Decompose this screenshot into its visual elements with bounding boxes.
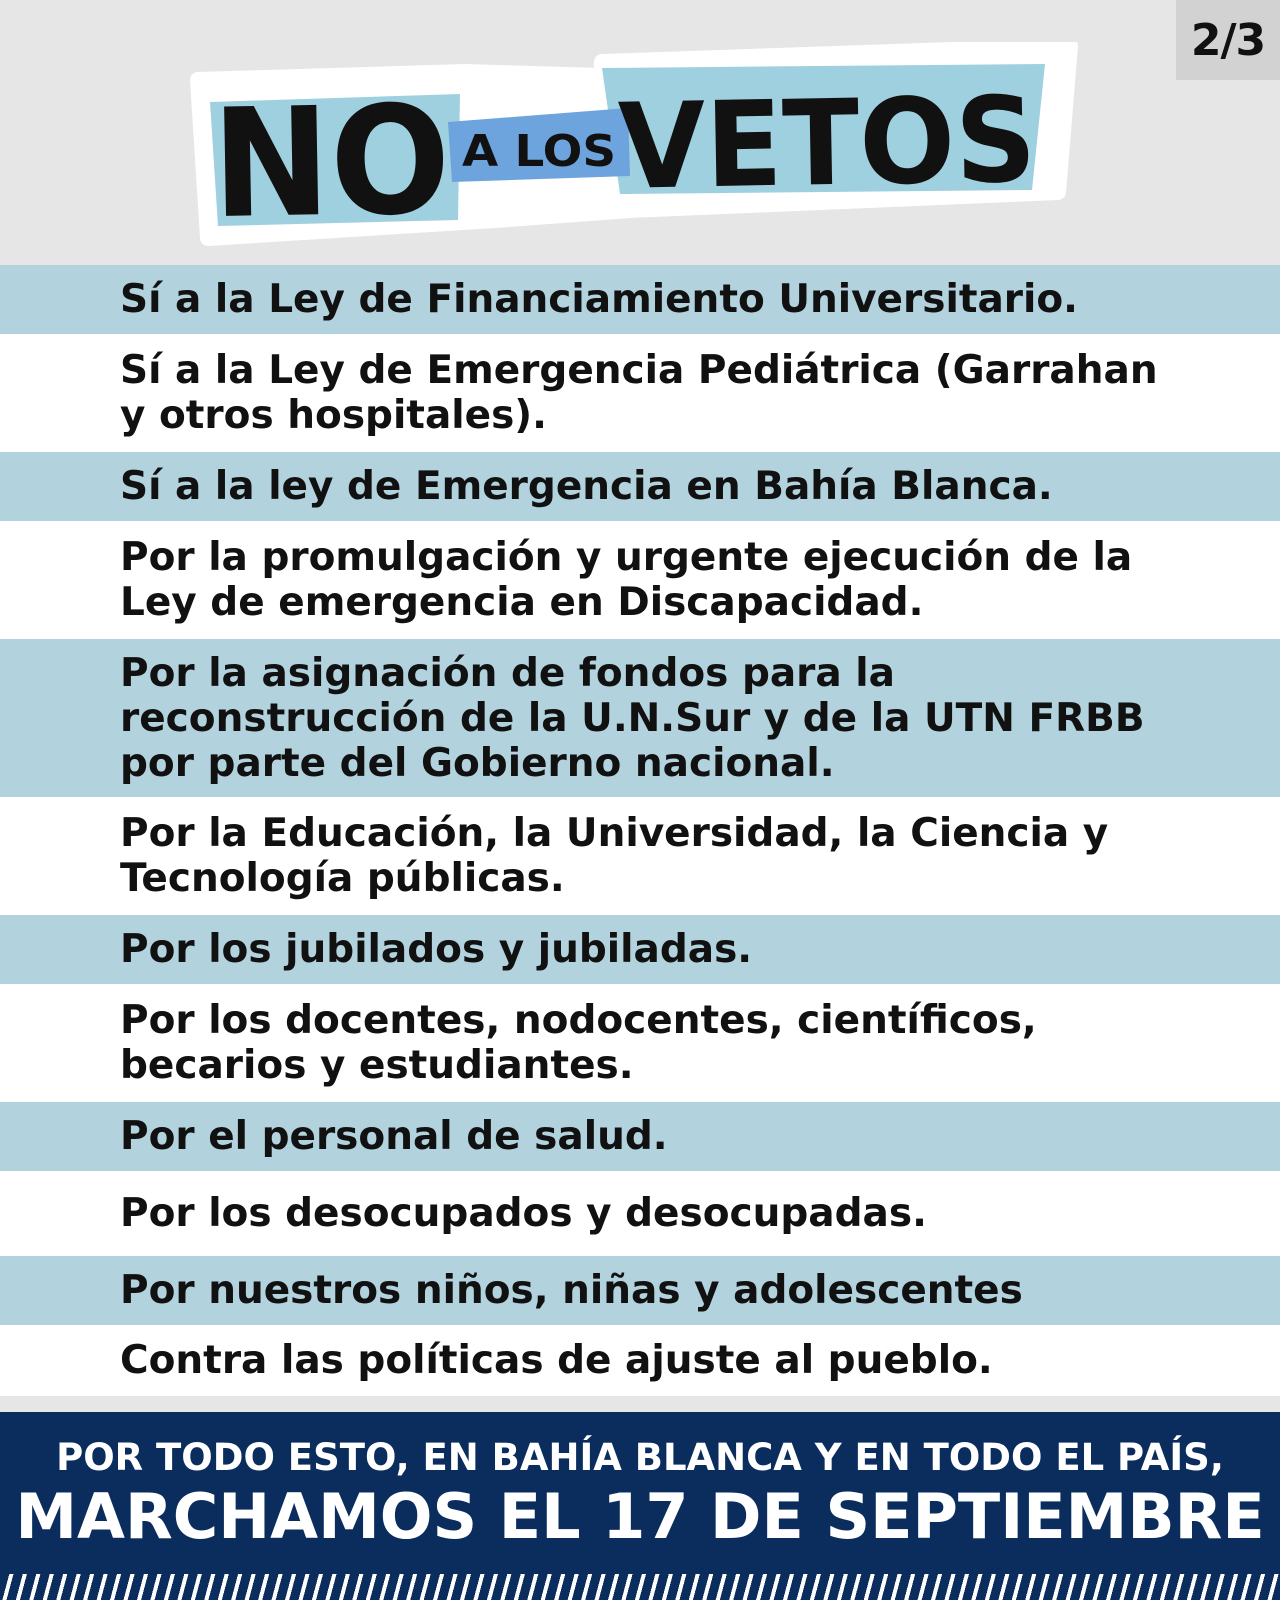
list-item-text: Por nuestros niños, niñas y adolescentes — [120, 1268, 1023, 1313]
list-item-text: Por la Educación, la Universidad, la Ciencia y Tecnología públicas. — [120, 811, 1109, 901]
list-item — [0, 1325, 1280, 1396]
list-item-text: Sí a la ley de Emergencia en Bahía Blanca. — [120, 464, 1053, 509]
decorative-stripes — [0, 1574, 1280, 1600]
logo-word-a-los: A LOS — [462, 126, 616, 177]
page-indicator: 2/3 — [1176, 0, 1280, 80]
list-item — [0, 452, 1280, 521]
footer-headline: MARCHAMOS EL 17 DE SEPTIEMBRE — [15, 1480, 1265, 1553]
list-item-text: Sí a la Ley de Financiamiento Universitario. — [120, 277, 1078, 322]
footer-banner — [0, 1412, 1280, 1600]
list-item-text: Por los jubilados y jubiladas. — [120, 927, 753, 972]
logo-word-vetos: VETOS — [617, 70, 1058, 216]
list-item — [0, 334, 1280, 452]
no-a-los-vetos-logo — [190, 42, 1095, 252]
list-item — [0, 521, 1280, 639]
list-item — [0, 639, 1280, 797]
list-item — [0, 797, 1280, 915]
logo-word-no: NO — [210, 73, 467, 252]
list-item-text: Por la promulgación y urgente ejecución de la Ley de emergencia en Discapacidad. — [120, 535, 1133, 625]
list-item — [0, 1256, 1280, 1325]
list-item-text: Contra las políticas de ajuste al pueblo. — [120, 1338, 993, 1383]
list-item — [0, 915, 1280, 984]
list-item-text: Por el personal de salud. — [120, 1114, 668, 1159]
demands-list — [0, 265, 1280, 1396]
list-item-text: Por la asignación de fondos para la reconstrucción de la U.N.Sur y de la UTN FRBB por parte del Gobierno nacional. — [120, 650, 1145, 786]
list-item-text: Por los docentes, nodocentes, científicos, becarios y estudiantes. — [120, 998, 1037, 1088]
list-item — [0, 984, 1280, 1102]
footer-subtitle: POR TODO ESTO, EN BAHÍA BLANCA Y EN TODO EL PAÍS, — [56, 1436, 1224, 1479]
list-item — [0, 1102, 1280, 1171]
list-item-text: Por los desocupados y desocupadas. — [120, 1191, 927, 1236]
list-item-text: Sí a la Ley de Emergencia Pediátrica (Garrahan y otros hospitales). — [120, 348, 1158, 438]
list-item — [0, 1171, 1280, 1256]
list-item — [0, 265, 1280, 334]
